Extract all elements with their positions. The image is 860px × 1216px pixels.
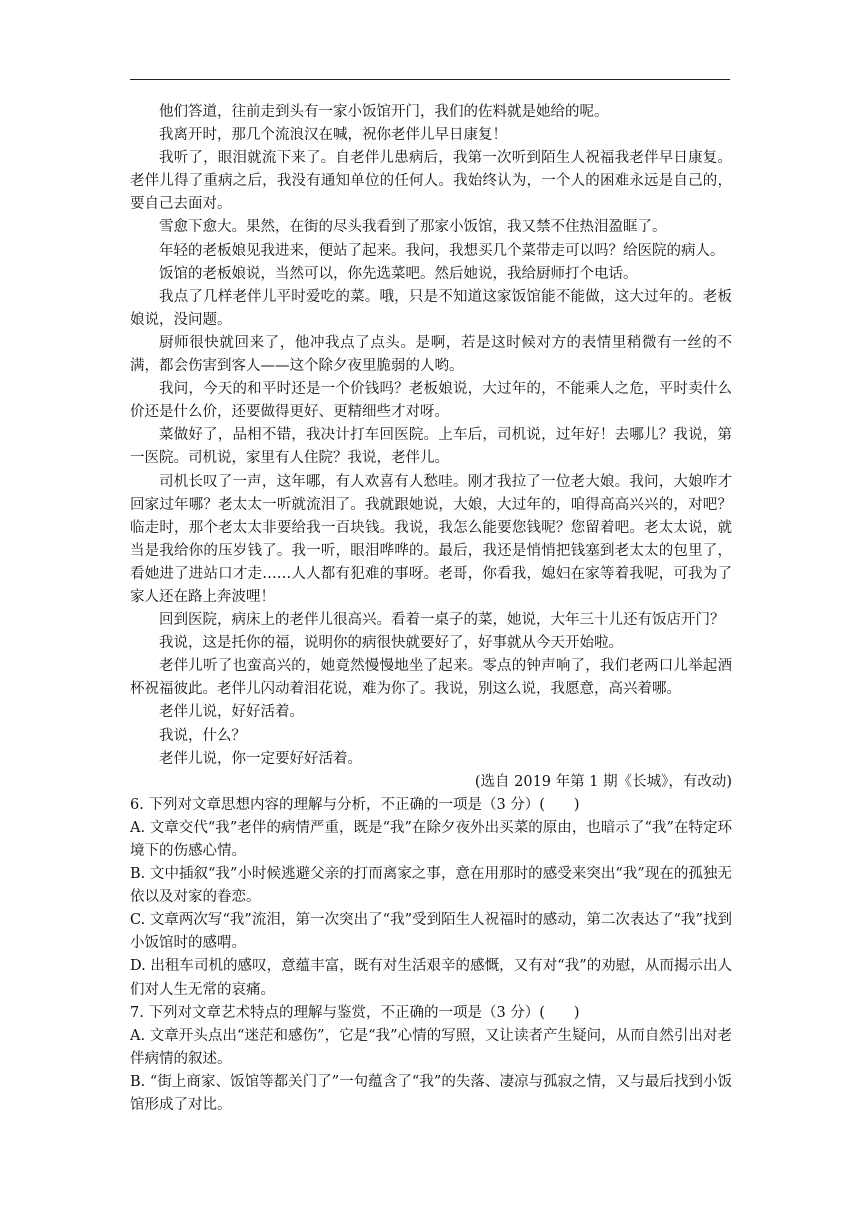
- option-b: B. “街上商家、饭馆等都关门了”一句蕴含了“我”的失落、凄凉与孤寂之情，又与最后找到小饭馆形成了对比。: [130, 1073, 732, 1114]
- paragraph: 我点了几样老伴儿平时爱吃的菜。哦，只是不知道这家饭馆能不能做，这大过年的。老板娘说，没问题。: [130, 288, 732, 328]
- paragraph: 老伴儿听了也蛮高兴的，她竟然慢慢地坐了起来。零点的钟声响了，我们老两口儿举起酒杯祝福彼此。老伴儿闪动着泪花说，难为你了。我说，别这么说，我愿意，高兴着哪。: [130, 658, 732, 698]
- document-body: [130, 101, 732, 1117]
- option-d: D. 出租车司机的感叹，意蕴丰富，既有对生活艰辛的感慨，又有对“我”的劝慰，从而揭示出人们对人生无常的哀痛。: [130, 958, 732, 998]
- paragraph: 年轻的老板娘见我进来，便站了起来。我问，我想买几个菜带走可以吗？给医院的病人。: [159, 242, 725, 259]
- paragraph: 菜做好了，品相不错，我决计打车回医院。上车后，司机说，过年好！去哪儿？我说，第一医院。司机说，家里有人住院？我说，老伴儿。: [130, 427, 732, 467]
- paragraph: 我说，什么？: [159, 727, 246, 744]
- paragraph: 我听了，眼泪就流下来了。自老伴儿患病后，我第一次听到陌生人祝福我老伴早日康复。老伴儿得了重病之后，我没有通知单位的任何人。我始终认为，一个人的困难永远是自己的，要自己去面对。: [130, 150, 732, 213]
- paragraph: 老伴儿说，好好活着。: [159, 704, 304, 721]
- option-c: C. 文章两次写“我”流泪，第一次突出了“我”受到陌生人祝福时的感动，第二次表达了“我”找到小饭馆时的感喟。: [130, 912, 732, 952]
- option-a: A. 文章交代“我”老伴的病情严重，既是“我”在除夕夜外出买菜的原由，也暗示了“我”在特定环境下的伤感心情。: [130, 819, 732, 859]
- source-citation: (选自 2019 年第 1 期《长城》，有改动): [474, 773, 732, 790]
- question-stem: 6. 下列对文章思想内容的理解与分析，不正确的一项是（3 分）( ): [130, 796, 580, 813]
- question-6: [130, 794, 732, 1002]
- story-text: [130, 101, 732, 771]
- paragraph: 他们答道，往前走到头有一家小饭馆开门，我们的佐料就是她给的呢。: [159, 104, 609, 120]
- paragraph: 回到医院，病床上的老伴儿很高兴。看着一桌子的菜，她说，大年三十儿还有饭店开门？: [159, 612, 725, 629]
- option-a: A. 文章开头点出“迷茫和感伤”，它是“我”心情的写照，又让读者产生疑问，从而自然引出对老伴病情的叙述。: [130, 1027, 732, 1067]
- paragraph: 我问，今天的和平时还是一个价钱吗？老板娘说，大过年的，不能乘人之危，平时卖什么价还是什么价，还要做得更好、更精细些才对呀。: [130, 381, 732, 421]
- paragraph: 饭馆的老板娘说，当然可以，你先选菜吧。然后她说，我给厨师打个电话。: [159, 265, 638, 282]
- header-rule: [130, 79, 730, 80]
- question-stem: 7. 下列对文章艺术特点的理解与鉴赏，不正确的一项是（3 分）( ): [130, 1004, 580, 1021]
- paragraph: 我说，这是托你的福，说明你的病很快就要好了，好事就从今天开始啦。: [159, 635, 623, 652]
- paragraph: 厨师很快就回来了，他冲我点了点头。是啊，若是这时候对方的表情里稍微有一丝的不满，都会伤害到客人——这个除夕夜里脆弱的人哟。: [130, 334, 732, 375]
- option-b: B. 文中插叙“我”小时候逃避父亲的打而离家之事，意在用那时的感受来突出“我”现在的孤独无依以及对家的眷恋。: [130, 866, 732, 906]
- paragraph: 雪愈下愈大。果然，在街的尽头我看到了那家小饭馆，我又禁不住热泪盈眶了。: [159, 219, 667, 236]
- question-7: [130, 1002, 732, 1117]
- paragraph: 老伴儿说，你一定要好好活着。: [159, 750, 362, 767]
- paragraph: 司机长叹了一声，这年哪，有人欢喜有人愁哇。刚才我拉了一位老大娘。我问，大娘咋才回家过年哪？老太太一听就流泪了。我就跟她说，大娘，大过年的，咱得高高兴兴的，对吧？临走时，那个老太太非要给我一百块钱。我说，我怎么能要您钱呢？您留着吧。老太太说，就当是我给你的压岁钱了。我一听，眼泪哗哗的。最后，我还是悄悄把钱塞到老太太的包里了，看她进了进站口才走……人人都有犯难的事呀。老哥，你看我，媳妇在家等着我呢，可我为了家人还在路上奔波哩！: [130, 473, 732, 605]
- paragraph: 我离开时，那几个流浪汉在喊，祝你老伴儿早日康复！: [159, 127, 507, 144]
